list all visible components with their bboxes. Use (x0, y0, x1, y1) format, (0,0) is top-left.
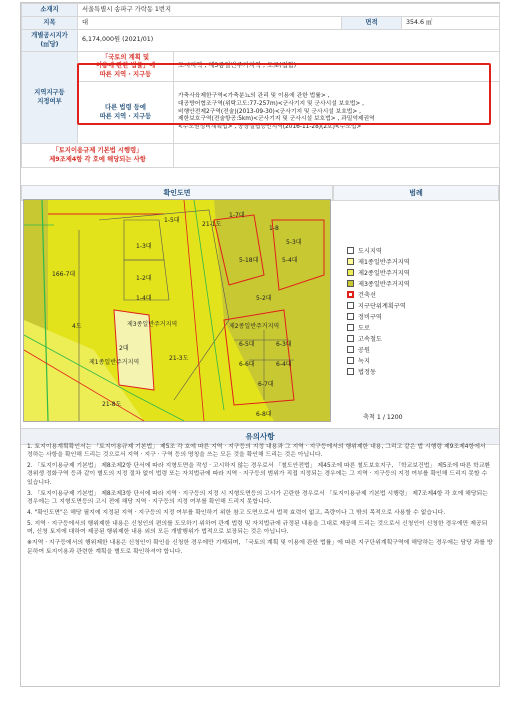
legend (335, 199, 495, 420)
legend-swatch (347, 313, 354, 320)
notice-item: ※지역 · 지구등에서의 행위제한 내용은 신청인이 확인을 신청한 경우에만 기재되며, 「국토의 계획 및 이용에 관한 법률」에 따른 지구단위계획구역에 해당하는 경우에는 담당 과를 방문하여 토지이용과 관련한 계획을 별도로 확인하셔야 합니다. (27, 540, 493, 555)
area-label: 면적 (342, 17, 402, 30)
land-use-certificate (20, 2, 500, 687)
svg-text:5-3대: 5-3대 (286, 239, 302, 246)
legend-swatch (347, 258, 354, 265)
svg-text:5-18대: 5-18대 (239, 257, 259, 264)
legend-list (335, 245, 495, 377)
svg-text:6-7대: 6-7대 (258, 381, 274, 388)
svg-text:5-2대: 5-2대 (256, 295, 272, 302)
map-title: 확인도면 (21, 185, 333, 201)
svg-text:6-5대: 6-5대 (239, 341, 255, 348)
map-drawing (24, 200, 330, 421)
legend-label: 녹지 (358, 358, 370, 365)
location-label: 소재지 (22, 4, 78, 17)
legend-swatch (347, 335, 354, 342)
land-category-value: 대 (78, 17, 342, 30)
svg-text:1-3대: 1-3대 (136, 243, 152, 250)
legend-label: 제3종일반주거지역 (358, 281, 410, 288)
legend-label: 고속철도 (358, 336, 382, 343)
national-law-label: 「국토의 계획 및 이용에 관한 법률」에 따른 지역 · 지구등 (78, 52, 174, 82)
location-value: 서울특별시 송파구 가락동 1번지 (78, 4, 500, 17)
legend-item (347, 278, 495, 289)
notice-item: 1. 토지이용계획확인서는 「토지이용규제 기본법」 제5조 각 호에 따른 지역 · 지구등의 지정 내용과 그 지역 · 지구등에서의 행위제한 내용, 그리고 같은 법 시행령 제9조제4항에서 정하는 사항을 확인해 드리는 것으로서 지역 · 지구 · 구역 등의 명칭을 쓰는 모든 것을 확인해 드리는 것은 아닙니다. (27, 444, 486, 459)
legend-swatch (347, 302, 354, 309)
other-law-value: 가축사육제한구역<가축분뇨의 관리 및 이용에 관한 법률> , 대공방어협조구역(위탁고도:77-257m)<군사기지 및 군사시설 보호법> , 비행안전제2구역(전술)(2013-09-30)<군사기지 및 군사시설 보호법> , 제한보호구역(전술항공:5km)<군사기지 및 군사시설 보호법> , 과밀억제권역 <수도권정비계획법> , 공장설립승인지역(2016-11-28)(2호)<수도법> (174, 82, 500, 144)
legend-label: 공원 (358, 347, 370, 354)
national-law-value: 도시지역 , 제3종일반주거지역 , 도로(접함) (174, 52, 500, 82)
svg-text:6-6대: 6-6대 (239, 361, 255, 368)
legend-item (347, 355, 495, 366)
legend-swatch (347, 269, 354, 276)
legend-item (347, 300, 495, 311)
svg-text:1-8: 1-8 (269, 225, 279, 232)
svg-text:21-1도: 21-1도 (202, 221, 222, 228)
legend-item (347, 344, 495, 355)
svg-text:1-7대: 1-7대 (229, 212, 245, 219)
notice-item: 3. 「토지이용규제 기본법」 제8조제3항 단서에 따라 지역 · 지구등의 지정 시 지형도면등의 고시가 곤란한 경우로서 「토지이용규제 기본법 시행령」 제7조제4항 각 호에 해당되는 경우에는 그 지형도면등의 고시 전에 해당 지역 · 지구등의 지정 여부를 확인해 드리지 못합니다. (27, 490, 488, 505)
svg-text:1-2대: 1-2대 (136, 275, 152, 282)
legend-title: 범례 (333, 185, 499, 201)
confirmation-map (23, 199, 331, 422)
legend-item (347, 366, 495, 377)
enforcement-label: 「토지이용규제 기본법 시행령」 제9조제4항 각 호에 해당되는 사항 (22, 144, 174, 168)
legend-swatch (347, 346, 354, 353)
notice-item: 5. 지역 · 지구등에서의 행위제한 내용은 신청인의 편의를 도모하기 위하여 관계 법령 및 자치법규에 규정된 내용을 그대로 제공해 드리는 것으로서 신청인이 신청한 경우에만 제공되며, 신청 토지에 대하여 제공된 행위제한 내용 외의 모든 개발행위가 법적으로 보장되는 것은 아닙니다. (27, 521, 488, 536)
notice-item: 2. 「토지이용규제 기본법」 제8조제2항 단서에 따라 지형도면을 작성 · 고시하지 않는 경우로서 「철도안전법」 제45조에 따른 철도보호지구, 「학교보건법」 제5조에 따른 학교환경위생 정화구역 등과 같이 별도의 지정 절차 없이 법령 또는 자치법규에 따라 지역 · 지구등의 범위가 직접 지정되는 경우에는 그 지역 · 지구등의 지정 여부를 확인해 드리지 못할 수 있습니다. (27, 463, 491, 486)
legend-label: 도시지역 (358, 248, 382, 255)
parcel-info-table (21, 3, 500, 168)
legend-item (347, 256, 495, 267)
map-scale: 축척 1 / 1200 (363, 414, 403, 421)
legend-swatch (347, 324, 354, 331)
legend-item (347, 245, 495, 256)
legend-item (347, 311, 495, 322)
price-label: 개별공시지가 (㎡당) (22, 30, 78, 52)
notice-title: 유의사항 (21, 428, 499, 445)
legend-item (347, 333, 495, 344)
legend-label: 제1종일반주거지역 (358, 259, 410, 266)
svg-text:제3종일반주거지역: 제3종일반주거지역 (127, 321, 178, 328)
land-category-label: 지목 (22, 17, 78, 30)
svg-text:1-5대: 1-5대 (164, 217, 180, 224)
legend-item (347, 267, 495, 278)
svg-text:2대: 2대 (119, 345, 129, 352)
legend-label: 정비구역 (358, 314, 382, 321)
svg-text:6-4대: 6-4대 (276, 361, 292, 368)
legend-label: 지구단위계획구역 (358, 303, 406, 310)
area-value: 354.6 ㎡ (402, 17, 500, 30)
legend-label: 건축선 (358, 292, 376, 299)
legend-swatch (347, 357, 354, 364)
legend-swatch (347, 291, 354, 298)
price-value: 6,174,000원 (2021/01) (78, 30, 500, 52)
notice-list (27, 443, 493, 559)
svg-text:1-4대: 1-4대 (136, 295, 152, 302)
notice-item: 4. "확인도면"은 해당 필지에 지정된 지역 · 지구등의 지정 여부를 확인하기 위한 참고 도면으로서 법적 효력이 없고, 측량이나 그 밖의 목적으로 사용할 수 없습니다. (27, 509, 446, 516)
svg-text:제1종일반주거지역: 제1종일반주거지역 (89, 359, 140, 366)
svg-text:6-8대: 6-8대 (256, 411, 272, 418)
svg-text:166-7대: 166-7대 (52, 271, 76, 278)
svg-text:제2종일반주거지역: 제2종일반주거지역 (229, 323, 280, 330)
legend-swatch (347, 368, 354, 375)
zoning-section-label: 지역지구등 지정여부 (22, 52, 78, 144)
enforcement-value (174, 144, 500, 168)
svg-text:5-4대: 5-4대 (282, 257, 298, 264)
other-law-label: 다른 법령 등에 따른 지역 · 지구등 (78, 82, 174, 144)
legend-swatch (347, 247, 354, 254)
legend-item (347, 289, 495, 300)
svg-text:6-3대: 6-3대 (276, 341, 292, 348)
legend-label: 법정동 (358, 369, 376, 376)
svg-text:21-8도: 21-8도 (102, 401, 122, 408)
svg-text:4도: 4도 (72, 323, 82, 330)
svg-text:21-3도: 21-3도 (169, 355, 189, 362)
legend-label: 도로 (358, 325, 370, 332)
legend-swatch (347, 280, 354, 287)
legend-item (347, 322, 495, 333)
legend-label: 제2종일반주거지역 (358, 270, 410, 277)
